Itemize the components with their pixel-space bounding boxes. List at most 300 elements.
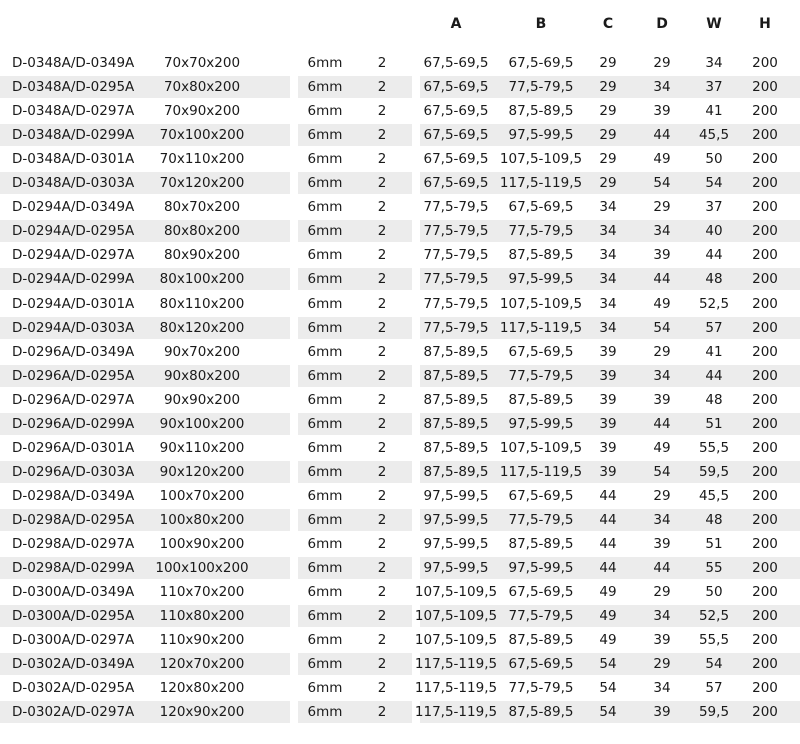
code-cell: D-0294A/D-0349A [12, 199, 135, 216]
thickness-cell: 6mm [307, 560, 343, 577]
size-cell: 100x90x200 [159, 536, 245, 552]
code-cell: D-0296A/D-0303A [12, 463, 135, 480]
size-cell: 110x80x200 [159, 608, 245, 625]
code-cell: D-0300A/D-0295A [12, 608, 135, 625]
a-cell: 97,5-99,5 [423, 560, 489, 577]
a-cell: 87,5-89,5 [423, 463, 489, 480]
d-cell: 34 [653, 608, 671, 625]
c-cell: 34 [599, 319, 617, 336]
column-gap [412, 461, 420, 483]
b-cell: 87,5-89,5 [508, 536, 574, 552]
b-cell: 67,5-69,5 [508, 55, 574, 71]
code-cell: D-0300A/D-0349A [12, 584, 135, 601]
column-gap [412, 557, 420, 579]
b-cell: 107,5-109,5 [499, 295, 583, 312]
h-cell: 200 [752, 584, 778, 601]
table-row [0, 677, 800, 699]
qty-cell: 2 [377, 343, 387, 360]
w-cell: 52,5 [698, 295, 730, 312]
code-cell: D-0298A/D-0299A [12, 560, 135, 577]
c-cell: 44 [599, 560, 617, 577]
h-cell: 200 [752, 151, 778, 168]
w-cell: 55,5 [698, 439, 730, 456]
qty-cell: 2 [377, 247, 387, 264]
size-cell: 90x110x200 [159, 439, 245, 456]
c-cell: 39 [599, 343, 617, 360]
d-cell: 44 [653, 271, 671, 288]
code-cell: D-0300A/D-0297A [12, 632, 135, 649]
h-cell: 200 [752, 656, 778, 673]
thickness-cell: 6mm [307, 247, 343, 264]
table-row [0, 317, 800, 339]
c-cell: 29 [599, 175, 617, 192]
size-cell: 100x100x200 [155, 560, 249, 577]
thickness-cell: 6mm [307, 367, 343, 384]
code-cell: D-0296A/D-0299A [12, 415, 135, 432]
thickness-cell: 6mm [307, 127, 343, 144]
size-cell: 80x80x200 [163, 223, 241, 240]
a-cell: 87,5-89,5 [423, 439, 489, 456]
size-cell: 90x100x200 [159, 415, 245, 432]
code-cell: D-0294A/D-0303A [12, 319, 135, 336]
h-cell: 200 [752, 680, 778, 697]
qty-cell: 2 [377, 560, 387, 577]
thickness-cell: 6mm [307, 536, 343, 552]
d-cell: 34 [653, 367, 671, 384]
header-h: H [759, 16, 771, 32]
thickness-cell: 6mm [307, 79, 343, 96]
qty-cell: 2 [377, 632, 387, 649]
qty-cell: 2 [377, 608, 387, 625]
qty-cell: 2 [377, 415, 387, 432]
size-cell: 70x80x200 [163, 79, 241, 96]
column-gap [290, 124, 298, 146]
column-gap [412, 365, 420, 387]
h-cell: 200 [752, 199, 778, 216]
header-c: C [602, 16, 614, 32]
w-cell: 55,5 [698, 632, 730, 649]
w-cell: 44 [705, 367, 723, 384]
a-cell: 107,5-109,5 [414, 632, 498, 649]
b-cell: 67,5-69,5 [508, 199, 574, 216]
a-cell: 117,5-119,5 [414, 704, 498, 721]
a-cell: 107,5-109,5 [414, 584, 498, 601]
size-cell: 80x90x200 [163, 247, 241, 264]
b-cell: 87,5-89,5 [508, 632, 574, 649]
thickness-cell: 6mm [307, 511, 343, 528]
qty-cell: 2 [377, 295, 387, 312]
header-w: W [706, 16, 722, 32]
column-gap [290, 701, 298, 723]
qty-cell: 2 [377, 103, 387, 120]
qty-cell: 2 [377, 463, 387, 480]
table-row [0, 509, 800, 531]
size-cell: 80x120x200 [159, 319, 245, 336]
table-row [0, 581, 800, 603]
a-cell: 87,5-89,5 [423, 415, 489, 432]
w-cell: 57 [705, 319, 723, 336]
thickness-cell: 6mm [307, 680, 343, 697]
table-row [0, 52, 800, 74]
b-cell: 97,5-99,5 [508, 560, 574, 577]
a-cell: 87,5-89,5 [423, 367, 489, 384]
h-cell: 200 [752, 511, 778, 528]
d-cell: 44 [653, 415, 671, 432]
w-cell: 57 [705, 680, 723, 697]
d-cell: 29 [653, 55, 671, 71]
table-row [0, 268, 800, 290]
c-cell: 29 [599, 127, 617, 144]
d-cell: 44 [653, 127, 671, 144]
h-cell: 200 [752, 608, 778, 625]
column-gap [290, 653, 298, 675]
header-a: A [450, 16, 462, 32]
h-cell: 200 [752, 632, 778, 649]
h-cell: 200 [752, 367, 778, 384]
a-cell: 67,5-69,5 [423, 55, 489, 71]
c-cell: 34 [599, 223, 617, 240]
size-cell: 110x70x200 [159, 584, 245, 601]
h-cell: 200 [752, 55, 778, 71]
size-cell: 120x90x200 [159, 704, 245, 721]
d-cell: 39 [653, 632, 671, 649]
column-gap [290, 461, 298, 483]
code-cell: D-0348A/D-0303A [12, 175, 135, 192]
d-cell: 39 [653, 391, 671, 408]
table-row [0, 244, 800, 266]
d-cell: 29 [653, 487, 671, 504]
column-gap [412, 509, 420, 531]
code-cell: D-0294A/D-0297A [12, 247, 135, 264]
c-cell: 29 [599, 103, 617, 120]
table-row [0, 341, 800, 363]
h-cell: 200 [752, 319, 778, 336]
w-cell: 51 [705, 415, 723, 432]
c-cell: 29 [599, 55, 617, 71]
w-cell: 50 [705, 151, 723, 168]
size-cell: 100x70x200 [159, 487, 245, 504]
qty-cell: 2 [377, 223, 387, 240]
h-cell: 200 [752, 463, 778, 480]
w-cell: 48 [705, 511, 723, 528]
table-row [0, 365, 800, 387]
table-row [0, 100, 800, 122]
b-cell: 117,5-119,5 [499, 319, 583, 336]
thickness-cell: 6mm [307, 584, 343, 601]
b-cell: 97,5-99,5 [508, 271, 574, 288]
d-cell: 39 [653, 536, 671, 552]
code-cell: D-0302A/D-0295A [12, 680, 135, 697]
column-gap [290, 268, 298, 290]
size-cell: 70x120x200 [159, 175, 245, 192]
code-cell: D-0296A/D-0295A [12, 367, 135, 384]
a-cell: 97,5-99,5 [423, 487, 489, 504]
h-cell: 200 [752, 439, 778, 456]
w-cell: 48 [705, 391, 723, 408]
w-cell: 44 [705, 247, 723, 264]
d-cell: 29 [653, 199, 671, 216]
thickness-cell: 6mm [307, 632, 343, 649]
a-cell: 77,5-79,5 [423, 247, 489, 264]
c-cell: 39 [599, 439, 617, 456]
c-cell: 34 [599, 247, 617, 264]
qty-cell: 2 [377, 175, 387, 192]
thickness-cell: 6mm [307, 103, 343, 120]
a-cell: 107,5-109,5 [414, 608, 498, 625]
c-cell: 34 [599, 271, 617, 288]
column-gap [290, 172, 298, 194]
c-cell: 54 [599, 704, 617, 721]
column-gap [412, 413, 420, 435]
w-cell: 41 [705, 103, 723, 120]
size-cell: 90x120x200 [159, 463, 245, 480]
size-cell: 80x110x200 [159, 295, 245, 312]
d-cell: 34 [653, 680, 671, 697]
c-cell: 39 [599, 367, 617, 384]
b-cell: 67,5-69,5 [508, 656, 574, 673]
size-cell: 70x90x200 [163, 103, 241, 120]
a-cell: 97,5-99,5 [423, 511, 489, 528]
h-cell: 200 [752, 103, 778, 120]
code-cell: D-0294A/D-0301A [12, 295, 135, 312]
h-cell: 200 [752, 704, 778, 721]
code-cell: D-0348A/D-0297A [12, 103, 135, 120]
qty-cell: 2 [377, 79, 387, 96]
w-cell: 40 [705, 223, 723, 240]
c-cell: 54 [599, 656, 617, 673]
column-gap [412, 220, 420, 242]
thickness-cell: 6mm [307, 487, 343, 504]
w-cell: 59,5 [698, 463, 730, 480]
code-cell: D-0294A/D-0295A [12, 223, 135, 240]
qty-cell: 2 [377, 704, 387, 721]
a-cell: 67,5-69,5 [423, 151, 489, 168]
h-cell: 200 [752, 247, 778, 264]
a-cell: 77,5-79,5 [423, 295, 489, 312]
c-cell: 54 [599, 680, 617, 697]
a-cell: 117,5-119,5 [414, 656, 498, 673]
b-cell: 117,5-119,5 [499, 463, 583, 480]
w-cell: 50 [705, 584, 723, 601]
d-cell: 34 [653, 511, 671, 528]
table-row [0, 389, 800, 411]
qty-cell: 2 [377, 55, 387, 71]
d-cell: 39 [653, 103, 671, 120]
w-cell: 54 [705, 175, 723, 192]
qty-cell: 2 [377, 271, 387, 288]
w-cell: 52,5 [698, 608, 730, 625]
h-cell: 200 [752, 391, 778, 408]
table-row [0, 701, 800, 723]
h-cell: 200 [752, 487, 778, 504]
b-cell: 97,5-99,5 [508, 127, 574, 144]
d-cell: 29 [653, 656, 671, 673]
thickness-cell: 6mm [307, 223, 343, 240]
qty-cell: 2 [377, 439, 387, 456]
thickness-cell: 6mm [307, 199, 343, 216]
h-cell: 200 [752, 343, 778, 360]
qty-cell: 2 [377, 511, 387, 528]
a-cell: 97,5-99,5 [423, 536, 489, 552]
thickness-cell: 6mm [307, 271, 343, 288]
table-row [0, 76, 800, 98]
c-cell: 44 [599, 511, 617, 528]
thickness-cell: 6mm [307, 439, 343, 456]
column-gap [290, 509, 298, 531]
table-row [0, 533, 800, 555]
a-cell: 117,5-119,5 [414, 680, 498, 697]
table-row [0, 485, 800, 507]
code-cell: D-0296A/D-0301A [12, 439, 135, 456]
c-cell: 44 [599, 487, 617, 504]
table-row [0, 172, 800, 194]
d-cell: 49 [653, 151, 671, 168]
d-cell: 49 [653, 439, 671, 456]
c-cell: 29 [599, 79, 617, 96]
a-cell: 87,5-89,5 [423, 391, 489, 408]
c-cell: 49 [599, 584, 617, 601]
a-cell: 77,5-79,5 [423, 223, 489, 240]
d-cell: 54 [653, 463, 671, 480]
a-cell: 77,5-79,5 [423, 319, 489, 336]
a-cell: 67,5-69,5 [423, 79, 489, 96]
w-cell: 37 [705, 199, 723, 216]
d-cell: 29 [653, 584, 671, 601]
thickness-cell: 6mm [307, 295, 343, 312]
h-cell: 200 [752, 79, 778, 96]
code-cell: D-0348A/D-0299A [12, 127, 135, 144]
header-b: B [535, 16, 547, 32]
b-cell: 67,5-69,5 [508, 487, 574, 504]
a-cell: 77,5-79,5 [423, 199, 489, 216]
a-cell: 77,5-79,5 [423, 271, 489, 288]
d-cell: 39 [653, 247, 671, 264]
thickness-cell: 6mm [307, 656, 343, 673]
code-cell: D-0348A/D-0301A [12, 151, 135, 168]
size-cell: 80x100x200 [159, 271, 245, 288]
thickness-cell: 6mm [307, 391, 343, 408]
b-cell: 67,5-69,5 [508, 343, 574, 360]
size-cell: 100x80x200 [159, 511, 245, 528]
w-cell: 54 [705, 656, 723, 673]
d-cell: 39 [653, 704, 671, 721]
size-cell: 90x80x200 [163, 367, 241, 384]
header-row [0, 16, 800, 40]
d-cell: 54 [653, 319, 671, 336]
thickness-cell: 6mm [307, 175, 343, 192]
table-row [0, 124, 800, 146]
column-gap [290, 76, 298, 98]
c-cell: 49 [599, 632, 617, 649]
h-cell: 200 [752, 415, 778, 432]
b-cell: 87,5-89,5 [508, 103, 574, 120]
w-cell: 45,5 [698, 487, 730, 504]
b-cell: 77,5-79,5 [508, 511, 574, 528]
a-cell: 67,5-69,5 [423, 127, 489, 144]
table-row [0, 653, 800, 675]
header-d: D [656, 16, 668, 32]
column-gap [290, 413, 298, 435]
table-row [0, 557, 800, 579]
column-gap [290, 557, 298, 579]
size-cell: 90x70x200 [163, 343, 241, 360]
table-row [0, 196, 800, 218]
size-cell: 120x70x200 [159, 656, 245, 673]
qty-cell: 2 [377, 536, 387, 552]
b-cell: 77,5-79,5 [508, 367, 574, 384]
c-cell: 39 [599, 415, 617, 432]
c-cell: 44 [599, 536, 617, 552]
size-cell: 110x90x200 [159, 632, 245, 649]
w-cell: 55 [705, 560, 723, 577]
thickness-cell: 6mm [307, 151, 343, 168]
w-cell: 51 [705, 536, 723, 552]
column-gap [412, 268, 420, 290]
b-cell: 67,5-69,5 [508, 584, 574, 601]
column-gap [412, 172, 420, 194]
b-cell: 87,5-89,5 [508, 704, 574, 721]
column-gap [290, 317, 298, 339]
a-cell: 87,5-89,5 [423, 343, 489, 360]
thickness-cell: 6mm [307, 463, 343, 480]
qty-cell: 2 [377, 656, 387, 673]
w-cell: 41 [705, 343, 723, 360]
b-cell: 87,5-89,5 [508, 247, 574, 264]
d-cell: 29 [653, 343, 671, 360]
code-cell: D-0348A/D-0349A [12, 55, 135, 71]
code-cell: D-0302A/D-0297A [12, 704, 135, 721]
qty-cell: 2 [377, 391, 387, 408]
c-cell: 34 [599, 295, 617, 312]
code-cell: D-0348A/D-0295A [12, 79, 135, 96]
c-cell: 39 [599, 463, 617, 480]
d-cell: 34 [653, 223, 671, 240]
c-cell: 49 [599, 608, 617, 625]
b-cell: 97,5-99,5 [508, 415, 574, 432]
b-cell: 87,5-89,5 [508, 391, 574, 408]
column-gap [412, 317, 420, 339]
code-cell: D-0294A/D-0299A [12, 271, 135, 288]
h-cell: 200 [752, 223, 778, 240]
b-cell: 107,5-109,5 [499, 151, 583, 168]
h-cell: 200 [752, 560, 778, 577]
size-cell: 80x70x200 [163, 199, 241, 216]
b-cell: 77,5-79,5 [508, 680, 574, 697]
table-row [0, 437, 800, 459]
qty-cell: 2 [377, 367, 387, 384]
table-row [0, 413, 800, 435]
c-cell: 34 [599, 199, 617, 216]
size-cell: 70x100x200 [159, 127, 245, 144]
qty-cell: 2 [377, 319, 387, 336]
qty-cell: 2 [377, 127, 387, 144]
b-cell: 107,5-109,5 [499, 439, 583, 456]
d-cell: 34 [653, 79, 671, 96]
code-cell: D-0296A/D-0297A [12, 391, 135, 408]
column-gap [412, 76, 420, 98]
table-row [0, 148, 800, 170]
qty-cell: 2 [377, 487, 387, 504]
h-cell: 200 [752, 536, 778, 552]
w-cell: 59,5 [698, 704, 730, 721]
code-cell: D-0302A/D-0349A [12, 656, 135, 673]
d-cell: 49 [653, 295, 671, 312]
b-cell: 77,5-79,5 [508, 608, 574, 625]
code-cell: D-0298A/D-0295A [12, 511, 135, 528]
qty-cell: 2 [377, 151, 387, 168]
b-cell: 117,5-119,5 [499, 175, 583, 192]
code-cell: D-0296A/D-0349A [12, 343, 135, 360]
